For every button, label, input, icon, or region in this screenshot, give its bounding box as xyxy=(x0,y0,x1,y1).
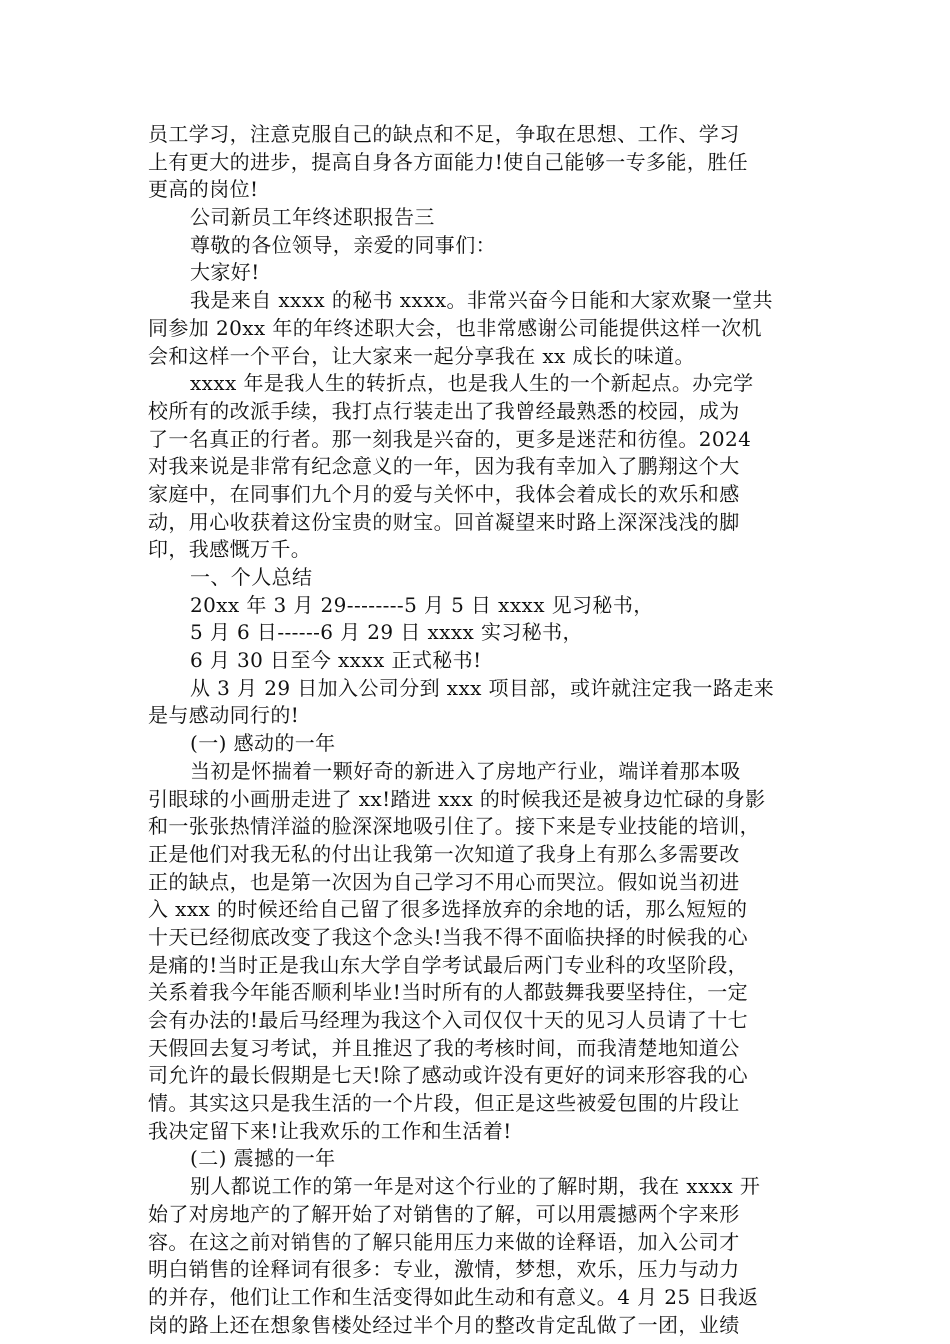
text-line: 动，用心收获着这份宝贵的财宝。回首凝望来时路上深深浅浅的脚 xyxy=(148,509,740,534)
text-line: xxxx 年是我人生的转折点，也是我人生的一个新起点。办完学 xyxy=(190,371,754,396)
text-line: (二) 震撼的一年 xyxy=(190,1146,336,1171)
text-line: 了一名真正的行者。那一刻我是兴奋的，更多是迷茫和彷徨。2024 xyxy=(148,426,752,451)
text-line: 关系着我今年能否顺利毕业!当时所有的人都鼓舞我要坚持住，一定 xyxy=(148,980,749,1005)
text-line: 一、个人总结 xyxy=(190,565,313,589)
text-line: 的并存，他们让工作和生活变得如此生动和有意义。4 月 25 日我返 xyxy=(148,1284,759,1309)
text-line: 同参加 20xx 年的年终述职大会，也非常感谢公司能提供这样一次机 xyxy=(148,315,762,340)
text-line: 员工学习，注意克服自己的缺点和不足，争取在思想、工作、学习 xyxy=(148,122,740,146)
text-line: 司允许的最长假期是七天!除了感动或许没有更好的词来形容我的心 xyxy=(148,1063,749,1088)
document-body xyxy=(148,121,808,1339)
text-line: 容。在这之前对销售的了解只能用压力来做的诠释语，加入公司才 xyxy=(148,1229,740,1254)
text-line: 是痛的!当时正是我山东大学自学考试最后两门专业科的攻坚阶段， xyxy=(148,952,749,977)
text-line: 当初是怀揣着一颗好奇的新进入了房地产行业，端详着那本吸 xyxy=(190,758,741,783)
text-line: 家庭中，在同事们九个月的爱与关怀中，我体会着成长的欢乐和感 xyxy=(148,481,740,506)
text-line: 入 xxx 的时候还给自己留了很多选择放弃的余地的话，那么短短的 xyxy=(148,897,748,922)
text-line: 更高的岗位! xyxy=(148,177,259,202)
text-line: 和一张张热情洋溢的脸深深地吸引住了。接下来是专业技能的培训， xyxy=(148,814,760,839)
text-line: (一) 感动的一年 xyxy=(190,731,336,756)
text-line: 会和这样一个平台，让大家来一起分享我在 xx 成长的味道。 xyxy=(148,343,695,368)
text-line: 岗的路上还在想象售楼处经过半个月的整改肯定乱做了一团，业绩 xyxy=(148,1312,740,1337)
text-line: 5 月 6 日------6 月 29 日 xxxx 实习秘书， xyxy=(190,620,583,645)
text-line: 我决定留下来!让我欢乐的工作和生活着! xyxy=(148,1118,512,1143)
text-line: 从 3 月 29 日加入公司分到 xxx 项目部，或许就注定我一路走来 xyxy=(190,675,775,700)
text-line: 情。其实这只是我生活的一个片段，但正是这些被爱包围的片段让 xyxy=(148,1091,740,1116)
text-line: 校所有的改派手续，我打点行装走出了我曾经最熟悉的校园，成为 xyxy=(148,398,740,423)
text-line: 是与感动同行的! xyxy=(148,703,300,728)
text-line: 大家好! xyxy=(190,260,260,285)
text-line: 始了对房地产的了解开始了对销售的了解，可以用震撼两个字来形 xyxy=(148,1201,740,1226)
text-line: 上有更大的进步，提高自身各方面能力!使自己能够一专多能，胜任 xyxy=(148,149,749,174)
text-line: 对我来说是非常有纪念意义的一年，因为我有幸加入了鹏翔这个大 xyxy=(148,454,740,479)
text-line: 天假回去复习考试，并且推迟了我的考核时间，而我清楚地知道公 xyxy=(148,1035,740,1060)
text-line: 明白销售的诠释词有很多：专业，激情，梦想，欢乐，压力与动力 xyxy=(148,1257,740,1282)
text-line: 6 月 30 日至今 xxxx 正式秘书! xyxy=(190,648,482,673)
text-line: 正的缺点，也是第一次因为自己学习不用心而哭泣。假如说当初进 xyxy=(148,869,740,894)
text-line: 别人都说工作的第一年是对这个行业的了解时期，我在 xxxx 开 xyxy=(190,1174,761,1199)
text-line: 尊敬的各位领导，亲爱的同事们： xyxy=(190,232,496,257)
text-line: 正是他们对我无私的付出让我第一次知道了我身上有那么多需要改 xyxy=(148,841,740,866)
text-line: 印，我感慨万千。 xyxy=(148,537,312,562)
text-line: 我是来自 xxxx 的秘书 xxxx。非常兴奋今日能和大家欢聚一堂共 xyxy=(190,288,773,313)
text-line: 20xx 年 3 月 29--------5 月 5 日 xxxx 见习秘书， xyxy=(190,592,654,617)
text-line: 会有办法的!最后马经理为我这个入司仅仅十天的见习人员请了十七 xyxy=(148,1008,749,1032)
text-line: 公司新员工年终述职报告三 xyxy=(190,205,435,230)
text-line: 十天已经彻底改变了我这个念头!当我不得不面临抉择的时候我的心 xyxy=(148,924,749,949)
text-line: 引眼球的小画册走进了 xx!踏进 xxx 的时候我还是被身边忙碌的身影 xyxy=(148,786,766,811)
